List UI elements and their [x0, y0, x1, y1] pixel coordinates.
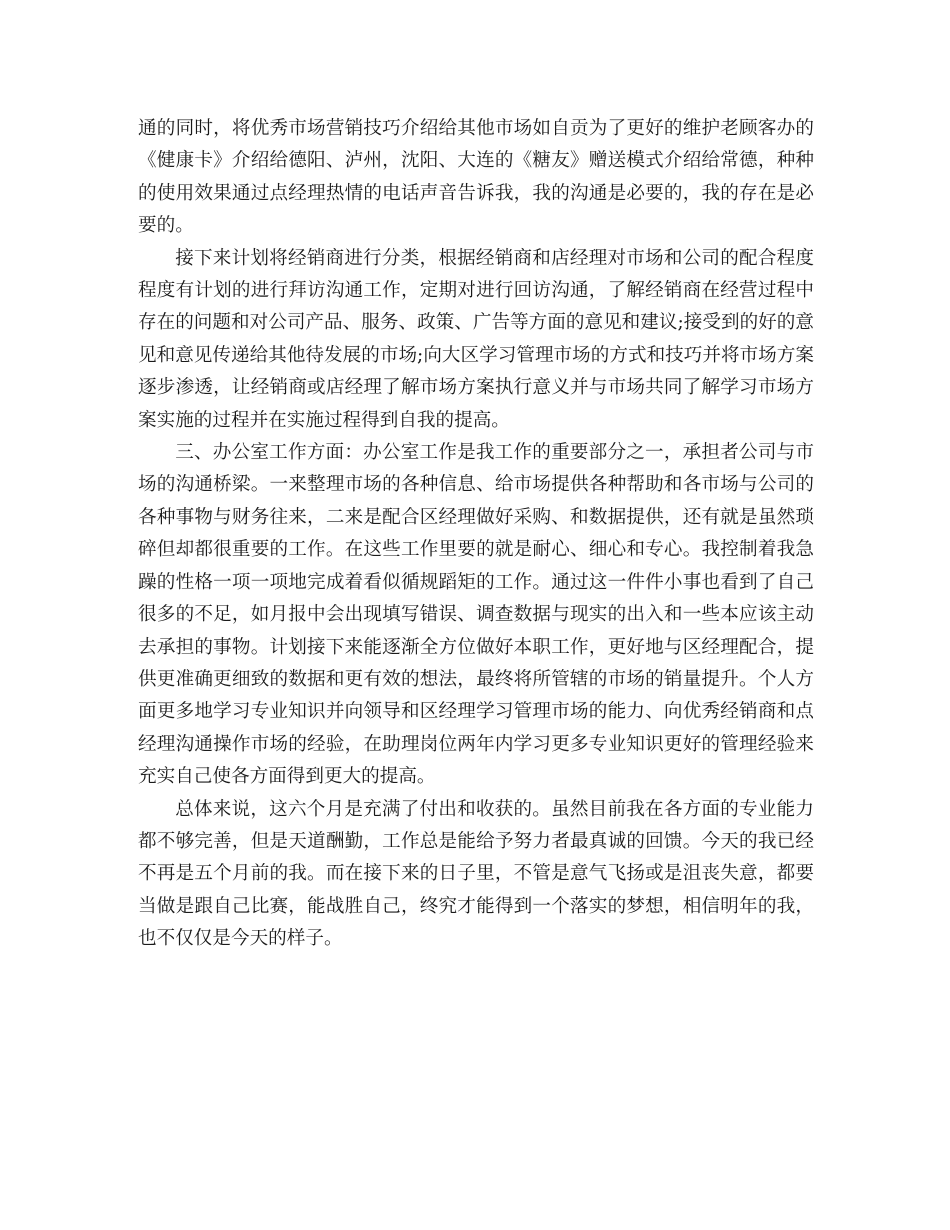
paragraph-4: 总体来说，这六个月是充满了付出和收获的。虽然目前我在各方面的专业能力都不够完善，但是天道酬勤，工作总是能给予努力者最真诚的回馈。今天的我已经不再是五个月前的我。而在接下来的日子里，不管是意气飞扬或是沮丧失意，都要当做是跟自己比赛，能战胜自己，终究才能得到一个落实的梦想，相信明年的我，也不仅仅是今天的样子。: [138, 798, 814, 950]
document-body: [138, 113, 814, 956]
paragraph-3: 三、办公室工作方面：办公室工作是我工作的重要部分之一，承担者公司与市场的沟通桥梁。一来整理市场的各种信息、给市场提供各种帮助和各市场与公司的各种事物与财务往来，二来是配合区经理做好采购、和数据提供，还有就是虽然琐碎但却都很重要的工作。在这些工作里要的就是耐心、细心和专心。我控制着我急躁的性格一项一项地完成着看似循规蹈矩的工作。通过这一件件小事也看到了自己很多的不足，如月报中会出现填写错误、调查数据与现实的出入和一些本应该主动去承担的事物。计划接下来能逐渐全方位做好本职工作，更好地与区经理配合，提供更准确更细致的数据和更有效的想法，最终将所管辖的市场的销量提升。个人方面更多地学习专业知识并向领导和区经理学习管理市场的能力、向优秀经销商和点经理沟通操作市场的经验，在助理岗位两年内学习更多专业知识更好的管理经验来充实自己使各方面得到更大的提高。: [138, 442, 814, 788]
paragraph-1: 通的同时，将优秀市场营销技巧介绍给其他市场如自贡为了更好的维护老顾客办的《健康卡》介绍给德阳、泸州，沈阳、大连的《糖友》赠送模式介绍给常德，种种的使用效果通过点经理热情的电话声音告诉我，我的沟通是必要的，我的存在是必要的。: [138, 118, 814, 237]
paragraph-2: 接下来计划将经销商进行分类，根据经销商和店经理对市场和公司的配合程度程度有计划的进行拜访沟通工作，定期对进行回访沟通，了解经销商在经营过程中存在的问题和对公司产品、服务、政策、广告等方面的意见和建议;接受到的好的意见和意见传递给其他待发展的市场;向大区学习管理市场的方式和技巧并将市场方案逐步渗透，让经销商或店经理了解市场方案执行意义并与市场共同了解学习市场方案实施的过程并在实施过程得到自我的提高。: [138, 247, 814, 431]
